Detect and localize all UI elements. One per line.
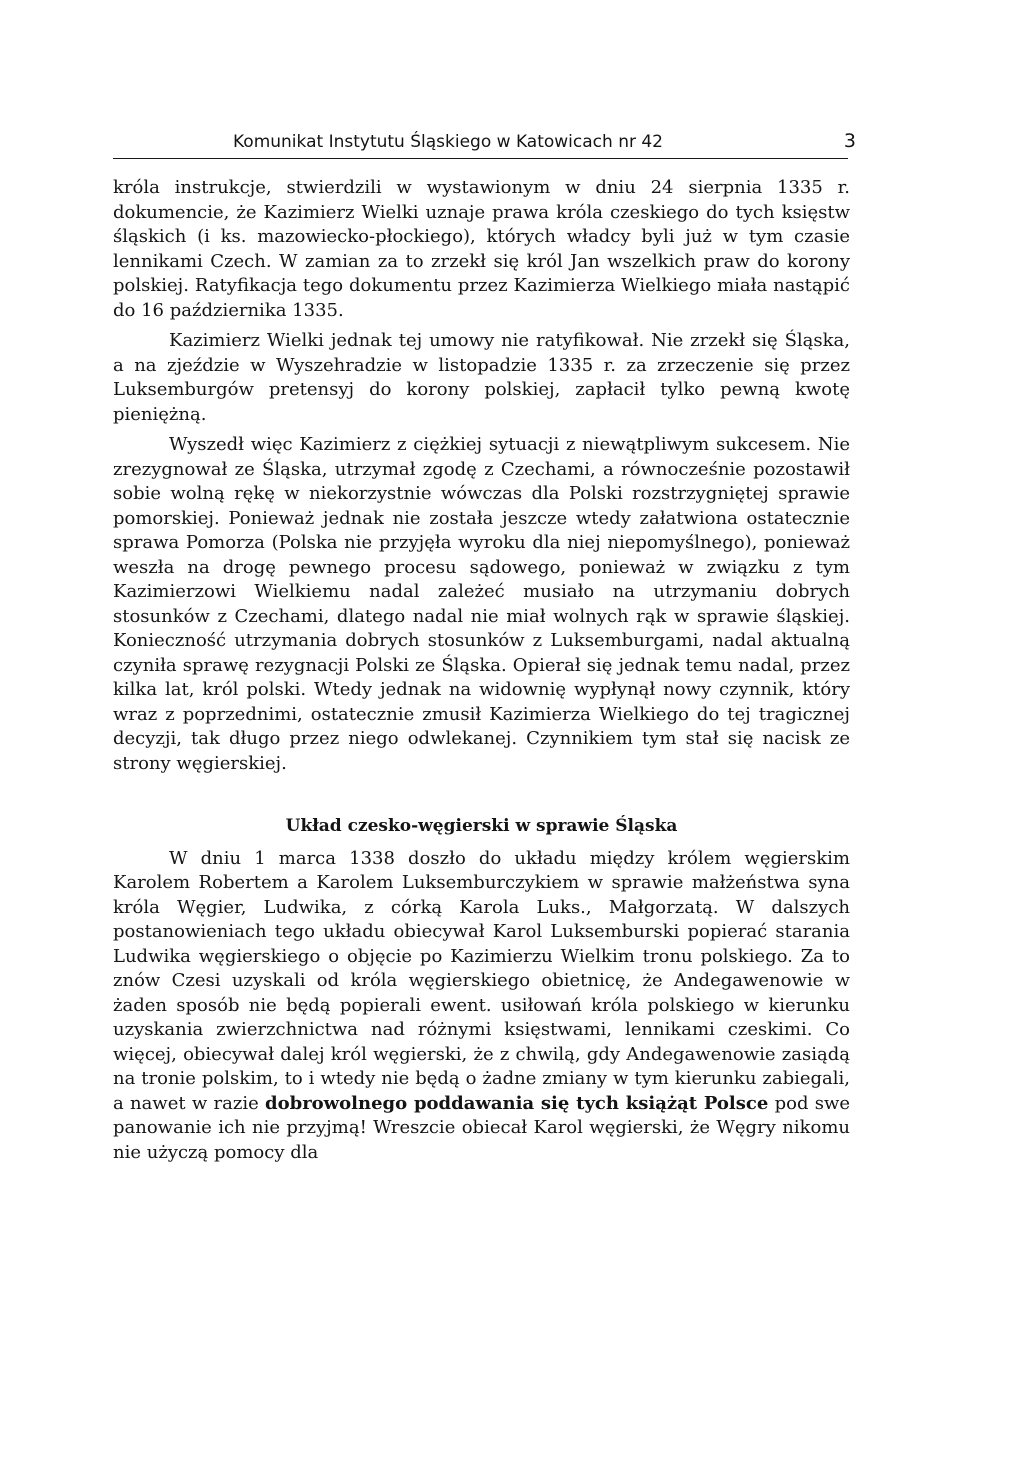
- section-heading: Układ czesko-węgierski w sprawie Śląska: [285, 816, 678, 836]
- section-paragraph-text-end: pod swe panowanie ich nie przyjmą! Wreszcie obiecał Karol węgierski, że Węgry nikomu nie użyczą pomocy dla: [113, 1092, 851, 1163]
- body-text: [113, 176, 850, 1165]
- paragraph: króla instrukcje, stwierdzili w wystawionym w dniu 24 sierpnia 1335 r. dokumencie, że Kazimierz Wielki uznaje prawa króla czeskiego do tych księstw śląskich (i ks. mazowiecko-płockiego), których władcy byli już w tym czasie lennikami Czech. W zamian za to zrzekł się król Jan wszelkich praw do korony polskiej. Ratyfikacja tego dokumentu przez Kazimierza Wielkiego miała nastąpić do 16 października 1335.: [113, 177, 850, 321]
- paragraph: Wyszedł więc Kazimierz z ciężkiej sytuacji z niewątpliwym sukcesem. Nie zrezygnował ze Śląska, utrzymał zgodę z Czechami, a równocześnie pozostawił sobie wolną rękę w niekorzystnie wówczas dla Polski rozstrzygniętej sprawie pomorskiej. Ponieważ jednak nie została jeszcze wtedy załatwiona ostatecznie sprawa Pomorza (Polska nie przyjęła wyroku dla niej niepomyślnego), ponieważ weszła na drogę pewnego procesu sądowego, ponieważ w związku z tym Kazimierzowi Wielkiemu nadal zależeć musiało na utrzymaniu dobrych stosunków z Czechami, dlatego nadal nie miał wolnych rąk w sprawie śląskiej. Konieczność utrzymania dobrych stosunków z Luksemburgami, nadal aktualną czyniła sprawę rezygnacji Polski ze Śląska. Opierał się jednak temu nadal, przez kilka lat, król polski. Wtedy jednak na widownię wypłynął nowy czynnik, który wraz z poprzednimi, ostatecznie zmusił Kazimierza Wielkiego do tej tragicznej decyzji, tak długo przez niego odwlekanej. Czynnikiem tym stał się nacisk ze strony węgierskiej.: [113, 434, 850, 774]
- paragraph: Kazimierz Wielki jednak tej umowy nie ratyfikował. Nie zrzekł się Śląska, a na zjeździe w Wyszehradzie w listopadzie 1335 r. za zrzeczenie się przez Luksemburgów pretensyj do korony polskiej, zapłacił tylko pewną kwotę pieniężną.: [113, 330, 850, 425]
- section-paragraph: [113, 847, 850, 1166]
- emphasized-text: dobrowolnego poddawania się tych książąt Polsce: [265, 1092, 769, 1114]
- section-paragraph-text: W dniu 1 marca 1338 doszło do układu między królem węgierskim Karolem Robertem a Karolem Luksemburczykiem w sprawie małżeństwa syna króla Węgier, Ludwika, z córką Karola Luks., Małgorzatą. W dalszych postanowieniach tego układu obiecywał Karol Luksemburski popierać starania Ludwika węgierskiego o objęcie po Kazimierzu Wielkim tronu polskiego. Za to znów Czesi uzyskali od króla węgierskiego obietnicę, że Andegawenowie w żaden sposób nie będą popierali ewent. usiłowań króla polskiego w kierunku uzyskania zwierzchnictwa nad różnymi księstwami, lennikami czeskimi. Co więcej, obiecywał dalej król węgierski, że z chwilą, gdy Andegawenowie zasiądą na tronie polskim, to i wtedy nie będą o żadne zmiany w tym kierunku zabiegali, a nawet w razie: [113, 847, 850, 1114]
- header-title: Komunikat Instytutu Śląskiego w Katowicach nr 42: [233, 132, 663, 152]
- header-rule: [113, 158, 848, 159]
- page-number: 3: [843, 130, 856, 152]
